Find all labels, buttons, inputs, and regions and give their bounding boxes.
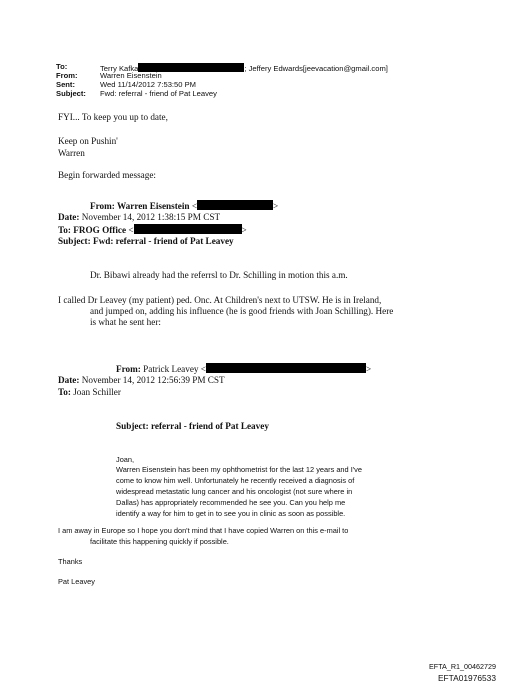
fwd1-from-tail: > (273, 201, 279, 211)
msg2-greeting: Joan, (116, 455, 135, 464)
fwd1-subject-label: Subject: (58, 236, 93, 246)
fwd1-subject-row (58, 236, 234, 247)
msg2-para2-line-1: I am away in Europe so I hope you don't mind that I have copied Warren on this e-mail to (58, 526, 349, 535)
header-sent-label: Sent: (56, 80, 75, 89)
msg2-signature: Pat Leavey (58, 577, 95, 586)
msg1-line-bibawi: Dr. Bibawi already had the referrsl to Dr. Schilling in motion this a.m. (90, 270, 348, 280)
fwd2-date-label: Date: (58, 375, 82, 385)
header-to-cc: ; Jeffery Edwards[jeevacation@gmail.com] (244, 64, 388, 73)
fwd1-from-name: Warren Eisenstein (116, 201, 192, 211)
fwd2-to-value: Joan Schiller (73, 387, 121, 397)
msg2-para2-line-2: facilitate this happening quickly if possible. (90, 537, 229, 546)
fwd2-to-label: To: (58, 387, 74, 397)
header-from-value: Warren Eisenstein (100, 71, 162, 80)
fwd1-to-value: FROG Office (73, 225, 129, 235)
msg2-line-4: Dallas) has appropriately recommended he see you. Can you help me (116, 498, 346, 507)
intro-line-warren: Warren (58, 148, 85, 158)
header-from-label: From: (56, 71, 78, 80)
fwd2-from-name: Patrick Leavey (143, 364, 201, 374)
redaction-block (197, 200, 273, 210)
msg2-line-5: identify a way for him to get in to see you in clinic as soon as possible. (116, 509, 346, 518)
msg2-line-1: Warren Eisenstein has been my ophthometrist for the last 12 years and I've (116, 465, 362, 474)
msg2-thanks: Thanks (58, 557, 83, 566)
redaction-block (134, 224, 242, 234)
fwd1-to-tail: > (241, 225, 247, 235)
fwd2-subject-value: referral - friend of Pat Leavey (150, 421, 269, 431)
fwd2-subject-label: Subject: (116, 421, 151, 431)
header-sent-value: Wed 11/14/2012 7:53:50 PM (100, 80, 196, 89)
msg2-line-2: come to know him well. Unfortunately he recently received a diagnosis of (116, 476, 355, 485)
msg1-para-line-3: is what he sent her: (90, 317, 161, 327)
footer-efta-r1-id: EFTA_R1_00462729 (429, 662, 496, 671)
intro-line-fyi: FYI... To keep you up to date, (58, 112, 168, 122)
fwd2-from-tail: > (365, 364, 372, 374)
fwd2-from-label: From: (116, 364, 144, 374)
fwd2-date-value: November 14, 2012 12:56:39 PM CST (81, 375, 225, 385)
fwd1-date-label: Date: (58, 212, 82, 222)
intro-line-keep-on-pushin: Keep on Pushin' (58, 136, 118, 146)
fwd1-date-value: November 14, 2012 1:38:15 PM CST (81, 212, 221, 222)
redaction-block (206, 363, 366, 373)
header-subject-row (56, 90, 436, 99)
msg2-line-3: widespread metastatic lung cancer and his oncologist (not sure where in (116, 487, 353, 496)
msg1-para-line-2: and jumped on, adding his influence (he is good friends with Joan Schilling). Here (90, 306, 394, 316)
footer-efta-id: EFTA01976533 (437, 673, 496, 683)
header-subject-label: Subject: (56, 89, 86, 98)
header-to-name: Terry Kafka (100, 64, 139, 73)
header-to-label: To: (56, 62, 68, 71)
fwd2-date-row (58, 375, 225, 386)
email-header (56, 63, 436, 103)
fwd1-date-row (58, 212, 220, 223)
fwd1-subject-value: Fwd: referral - friend of Pat Leavey (92, 236, 234, 246)
fwd1-from-label: From: (90, 201, 117, 211)
header-subject-value: Fwd: referral - friend of Pat Leavey (100, 89, 217, 98)
intro-line-begin-forwarded: Begin forwarded message: (58, 170, 156, 180)
fwd1-to-label: To: (58, 225, 74, 235)
msg1-para-line-1: I called Dr Leavey (my patient) ped. Onc. At Children's next to UTSW. He is in Ireland, (58, 295, 382, 305)
fwd2-to-row (58, 387, 121, 398)
fwd1-to-row: To: FROG Office < > (58, 225, 247, 235)
fwd2-from-row: From: Patrick Leavey < > (116, 364, 372, 374)
fwd1-from-row: From: Warren Eisenstein < > (90, 201, 279, 211)
fwd2-subject-row (116, 421, 269, 432)
